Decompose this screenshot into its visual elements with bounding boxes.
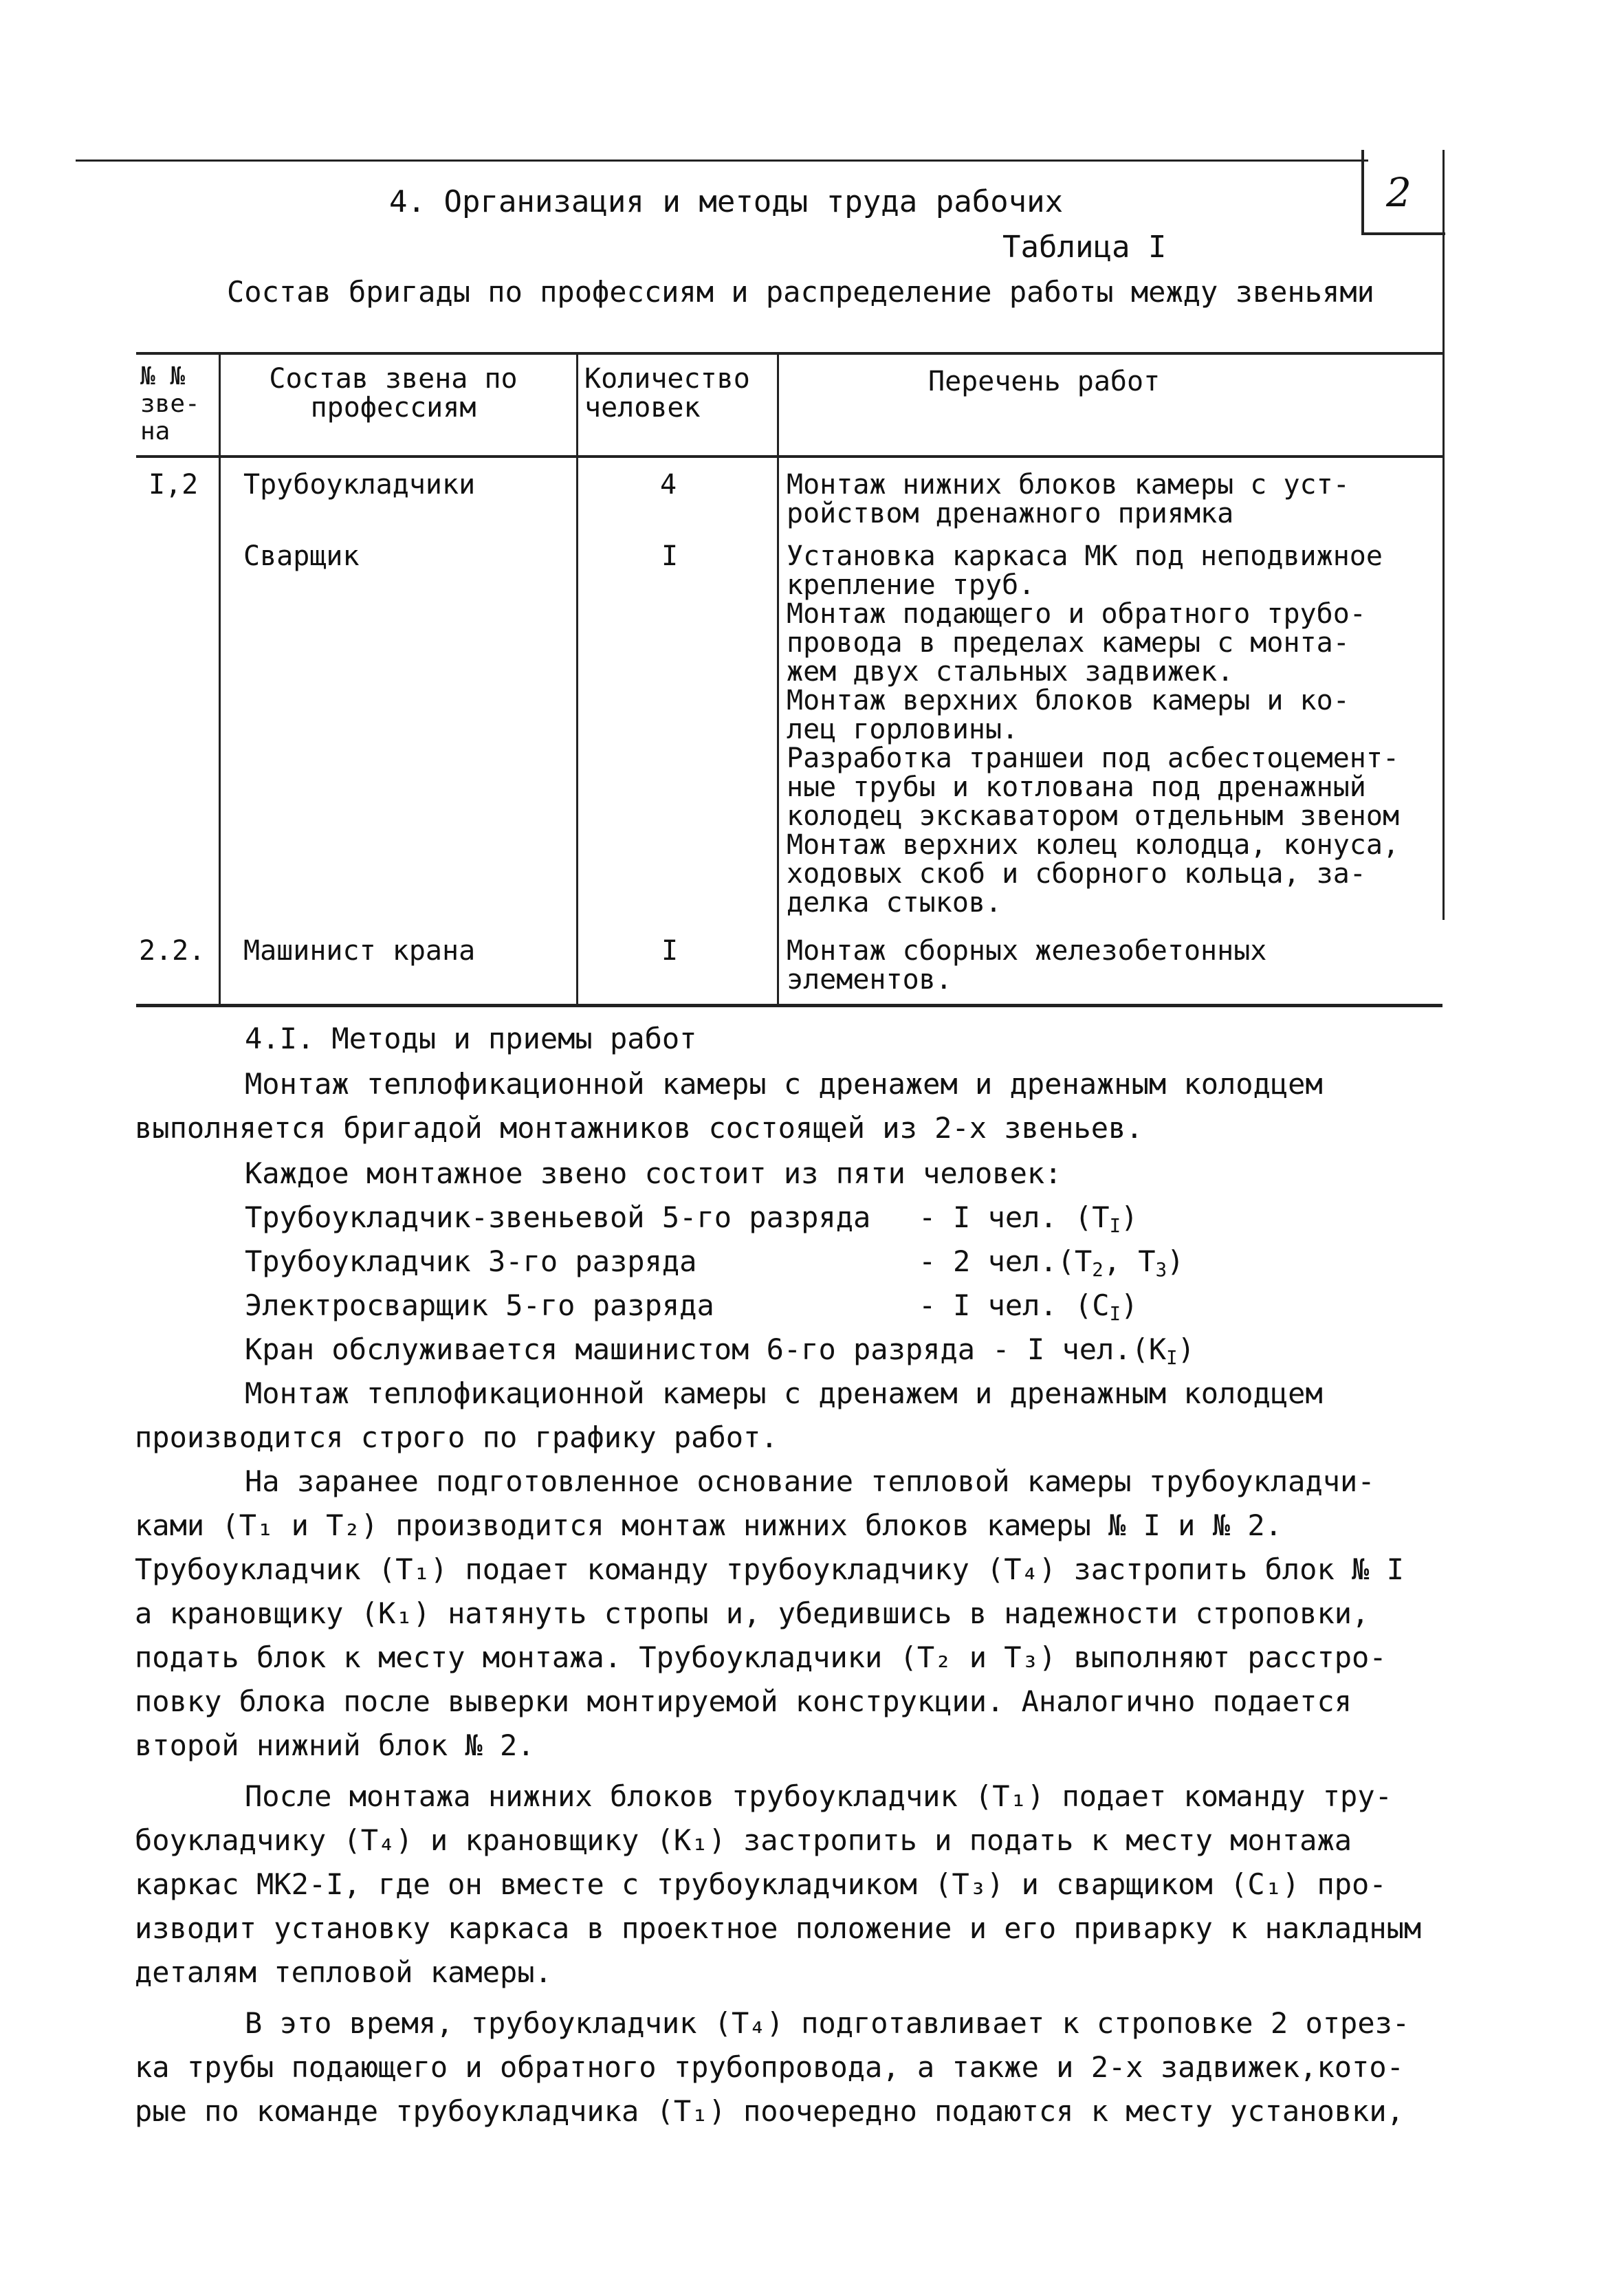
p1-line-1: На заранее подготовленное основание тепловой камеры трубоукладчи- [245, 1464, 1375, 1498]
page-number: 2 [1386, 169, 1412, 216]
p1-line-5: подать блок к месту монтажа. Трубоукладчики (Т₂ и Т₃) выполняют расстро- [135, 1640, 1387, 1674]
p3-line-3: рые по команде трубоукладчика (Т₁) поочередно подаются к месту установки, [135, 2094, 1404, 2128]
section-title: 4. Организация и методы труда рабочих [389, 184, 1064, 219]
intro-line-2: выполняется бригадой монтажников состоящей из 2-х звеньев. [135, 1111, 1143, 1145]
p1-line-6: повку блока после выверки монтируемой конструкции. Аналогично подается [135, 1684, 1352, 1718]
schedule-line-1: Монтаж теплофикационной камеры с дренажем и дренажным колодцем [245, 1376, 1323, 1410]
right-margin-line [1442, 150, 1445, 920]
crew-dash-2: - [919, 1244, 936, 1278]
p3-line-2: ка трубы подающего и обратного трубопровода, а также и 2-х задвижек,кото- [135, 2050, 1404, 2084]
header-count: Количество человек [584, 363, 750, 424]
p2-line-4: изводит установку каркаса в проектное положение и его приварку к накладным [135, 1911, 1422, 1945]
crew-qty-2: 2 $чел.(Т_2$, $Т_3$) [953, 1244, 1185, 1281]
intro-line-1: Монтаж теплофикационной камеры с дренажем и дренажным колодцем [245, 1067, 1323, 1101]
p1-line-2: ками (Т₁ и Т₂) производится монтаж нижних блоков камеры № I и № 2. [135, 1508, 1282, 1542]
p2-line-3: каркас МК2-I, где он вместе с трубоукладчиком (Т₃) и сварщиком (С₁) про- [135, 1867, 1387, 1901]
row2-works: Установка каркаса МК под неподвижное крепление труб. Монтаж подающего и обратного трубо- провода в пределах камеры с монта- жем двух стальных задвижек. Монтаж верхних блоков камеры и ко- лец горловины. Разработка траншеи под асбестоцемент- ные трубы и котлована под дренажный колодец экскаватором отдельным звеном Монтаж верхних колец колодца, конуса, ходовых скоб и сборного кольца, за- делка стыков. [787, 540, 1400, 919]
table-col-divider-3 [777, 352, 779, 1004]
row1-profession: Трубоукладчики [243, 469, 476, 501]
crew-dash-1: - [919, 1200, 936, 1234]
table-label: Таблица I [1002, 230, 1167, 265]
table-bottom-border [136, 1004, 1442, 1007]
page-number-box [1361, 150, 1445, 235]
row1-number: I,2 [149, 469, 199, 501]
crew-role-1: Трубоукладчик-звеньевой 5-го разряда [245, 1200, 871, 1234]
p2-line-1: После монтажа нижних блоков трубоукладчик (Т₁) подает команду тру- [245, 1779, 1392, 1813]
row3-profession: Машинист крана [243, 935, 476, 967]
p1-line-7: второй нижний блок № 2. [135, 1728, 535, 1762]
table-top-border [136, 352, 1442, 355]
row1-count: 4 [660, 469, 677, 501]
p2-line-2: боукладчику (Т₄) и крановщику (К₁) застропить и подать к месту монтажа [135, 1823, 1352, 1857]
row3-count: I [661, 935, 679, 967]
top-rule [76, 160, 1368, 162]
table-col-divider-2 [576, 352, 578, 1004]
schedule-line-2: производится строго по графику работ. [135, 1420, 778, 1454]
crew-qty-1: I чел. $(Т_I)$ [953, 1200, 1139, 1237]
p2-line-5: деталям тепловой камеры. [135, 1955, 552, 1989]
p1-line-3: Трубоукладчик (Т₁) подает команду трубоукладчику (Т₄) застропить блок № I [135, 1552, 1404, 1586]
crew-dash-3: - [919, 1288, 936, 1322]
row3-number: 2.2. [139, 935, 206, 967]
intro-line-3: Каждое монтажное звено состоит из пяти человек: [245, 1156, 1062, 1190]
header-work-list: Перечень работ [928, 366, 1161, 397]
crane-operator-line: Кран обслуживается машинистом 6-го разряда - I $чел.(К_I)$ [245, 1332, 1195, 1369]
p3-line-1: В это время, трубоукладчик (Т₄) подготавливает к строповке 2 отрез- [245, 2006, 1410, 2040]
crew-qty-3: I чел. $(С_I)$ [953, 1288, 1139, 1325]
table-col-divider-1 [219, 352, 221, 1004]
crew-role-2: Трубоукладчик 3-го разряда [245, 1244, 697, 1278]
table-header-border [136, 455, 1442, 458]
row2-profession: Сварщик [243, 540, 360, 572]
row2-count: I [661, 540, 679, 572]
p1-line-4: а крановщику (К₁) натянуть стропы и, убедившись в надежности строповки, [135, 1596, 1370, 1630]
row3-works: Монтаж сборных железобетонных элементов. [787, 935, 1267, 996]
table-caption: Состав бригады по профессиям и распределение работы между звеньями [227, 275, 1374, 309]
crew-role-3: Электросварщик 5-го разряда [245, 1288, 714, 1322]
row1-works: Монтаж нижних блоков камеры с уст- ройством дренажного приямка [787, 469, 1350, 529]
header-profession: Состав звена по профессиям [269, 363, 518, 424]
header-brigade-number: № № зве- на [140, 362, 200, 446]
subsection-title: 4.I. Методы и приемы работ [245, 1022, 697, 1055]
